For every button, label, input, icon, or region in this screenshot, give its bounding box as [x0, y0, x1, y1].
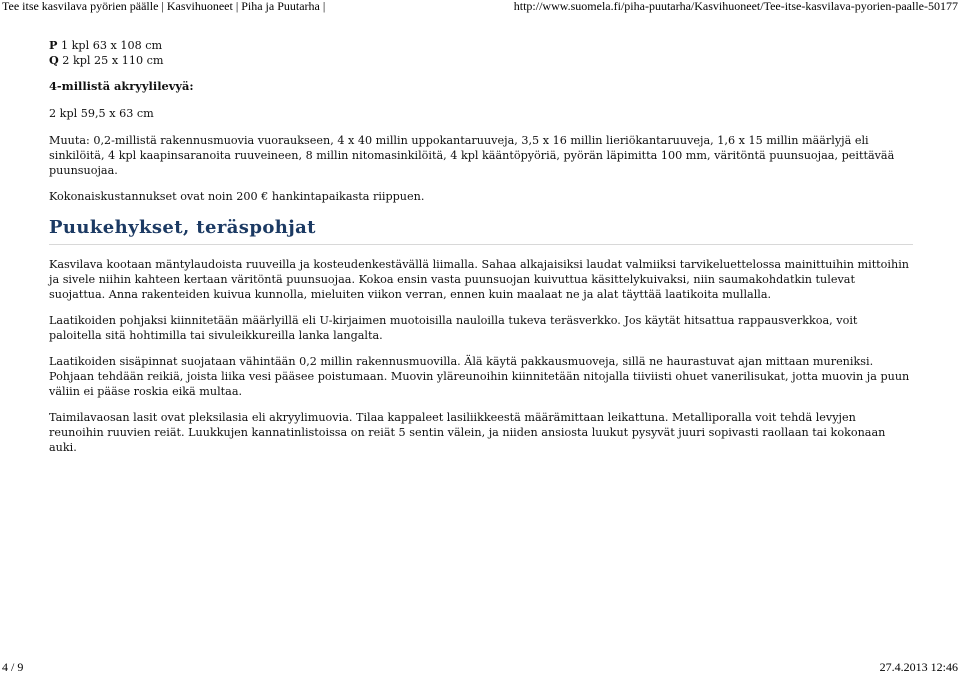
section-paragraph: Kasvilava kootaan mäntylaudoista ruuveilla ja kosteudenkestävällä liimalla. Sahaa alkajaisiksi laudat valmiiksi tarvikeluettelossa mainittuihin mittoihin ja sivele niihin kahteen kertaan väritöntä puunsuojaa. Kokoa ensin vasta puunsuojan kuivuttua käsittelykuivaksi, niin saumakohdatkin tulevat suojattua. Anna rakenteiden kuivua kunnolla, mieluiten viikon verran, ennen kuin maalaat ne ja alat täyttää laatikoita mullalla. — [49, 258, 909, 301]
page-title: Tee itse kasvilava pyörien päälle | Kasvihuoneet | Piha ja Puutarha | — [2, 0, 326, 13]
article-content — [49, 38, 913, 455]
section-paragraph: Laatikoiden sisäpinnat suojataan vähintään 0,2 millin rakennusmuovilla. Älä käytä pakkausmuoveja, sillä ne haurastuvat ajan mittaan mureniksi. Pohjaan tehdään reikiä, joista liika vesi pääsee poistumaan. Muovin yläreunoihin kiinnitetään nitojalla tiiviisti ohuet vanerilisukat, jotta muovin ja puun väliin ei pääse roskia eikä multaa. — [49, 355, 910, 398]
dimension-text: 1 kpl 63 x 108 cm — [57, 39, 163, 52]
total-cost: Kokonaiskustannukset ovat noin 200 € hankintapaikasta riippuen. — [49, 190, 425, 203]
other-materials: Muuta: 0,2-millistä rakennusmuovia vuoraukseen, 4 x 40 millin uppokantaruuveja, 3,5 x 16 millin lieriökantaruuveja, 1,6 x 15 millin määrlyjä eli sinkilöitä, 4 kpl kaapinsaranoita ruuveineen, 8 millin nitomasinkilöitä, 4 kpl kääntöpyöriä, pyörän läpimitta 100 mm, väritöntä puunsuojaa, peittävää puunsuojaa. — [49, 134, 895, 177]
dimension-letter: P — [49, 38, 58, 52]
section-paragraph: Laatikoiden pohjaksi kiinnitetään määrlyillä eli U-kirjaimen muotoisilla nauloilla tukeva teräsverkko. Jos käytät hitsattua rappausverkkoa, voit paloitella sitä hohtimilla tai sivuleikkureilla lanka langalta. — [49, 314, 858, 342]
dimension-letter: Q — [49, 53, 59, 67]
section-paragraph: Taimilavaosan lasit ovat pleksilasia eli akryylimuovia. Tilaa kappaleet lasiliikkeestä määrämittaan leikattuna. Metalliporalla voit tehdä levyjen reunoihin ruuvien reiät. Luukkujen kannatinlistoissa on reiät 5 sentin välein, ja niiden ansiosta luukut pysyvät juuri sopivasti raollaan tai kokonaan auki. — [49, 411, 886, 454]
print-timestamp: 27.4.2013 12:46 — [879, 660, 958, 674]
acrylic-heading: 4-millistä akryylilevyä: — [49, 79, 194, 93]
page-number: 4 / 9 — [2, 660, 24, 674]
print-header — [0, 0, 960, 14]
print-footer — [0, 661, 960, 674]
dimension-line-p — [49, 38, 913, 53]
acrylic-sizes: 2 kpl 59,5 x 63 cm — [49, 107, 154, 120]
section-heading: Puukehykset, teräspohjat — [49, 216, 913, 245]
dimension-line-q — [49, 53, 913, 68]
page-url: http://www.suomela.fi/piha-puutarha/Kasvihuoneet/Tee-itse-kasvilava-pyorien-paalle-50177 — [513, 0, 958, 13]
dimension-text: 2 kpl 25 x 110 cm — [58, 54, 164, 67]
